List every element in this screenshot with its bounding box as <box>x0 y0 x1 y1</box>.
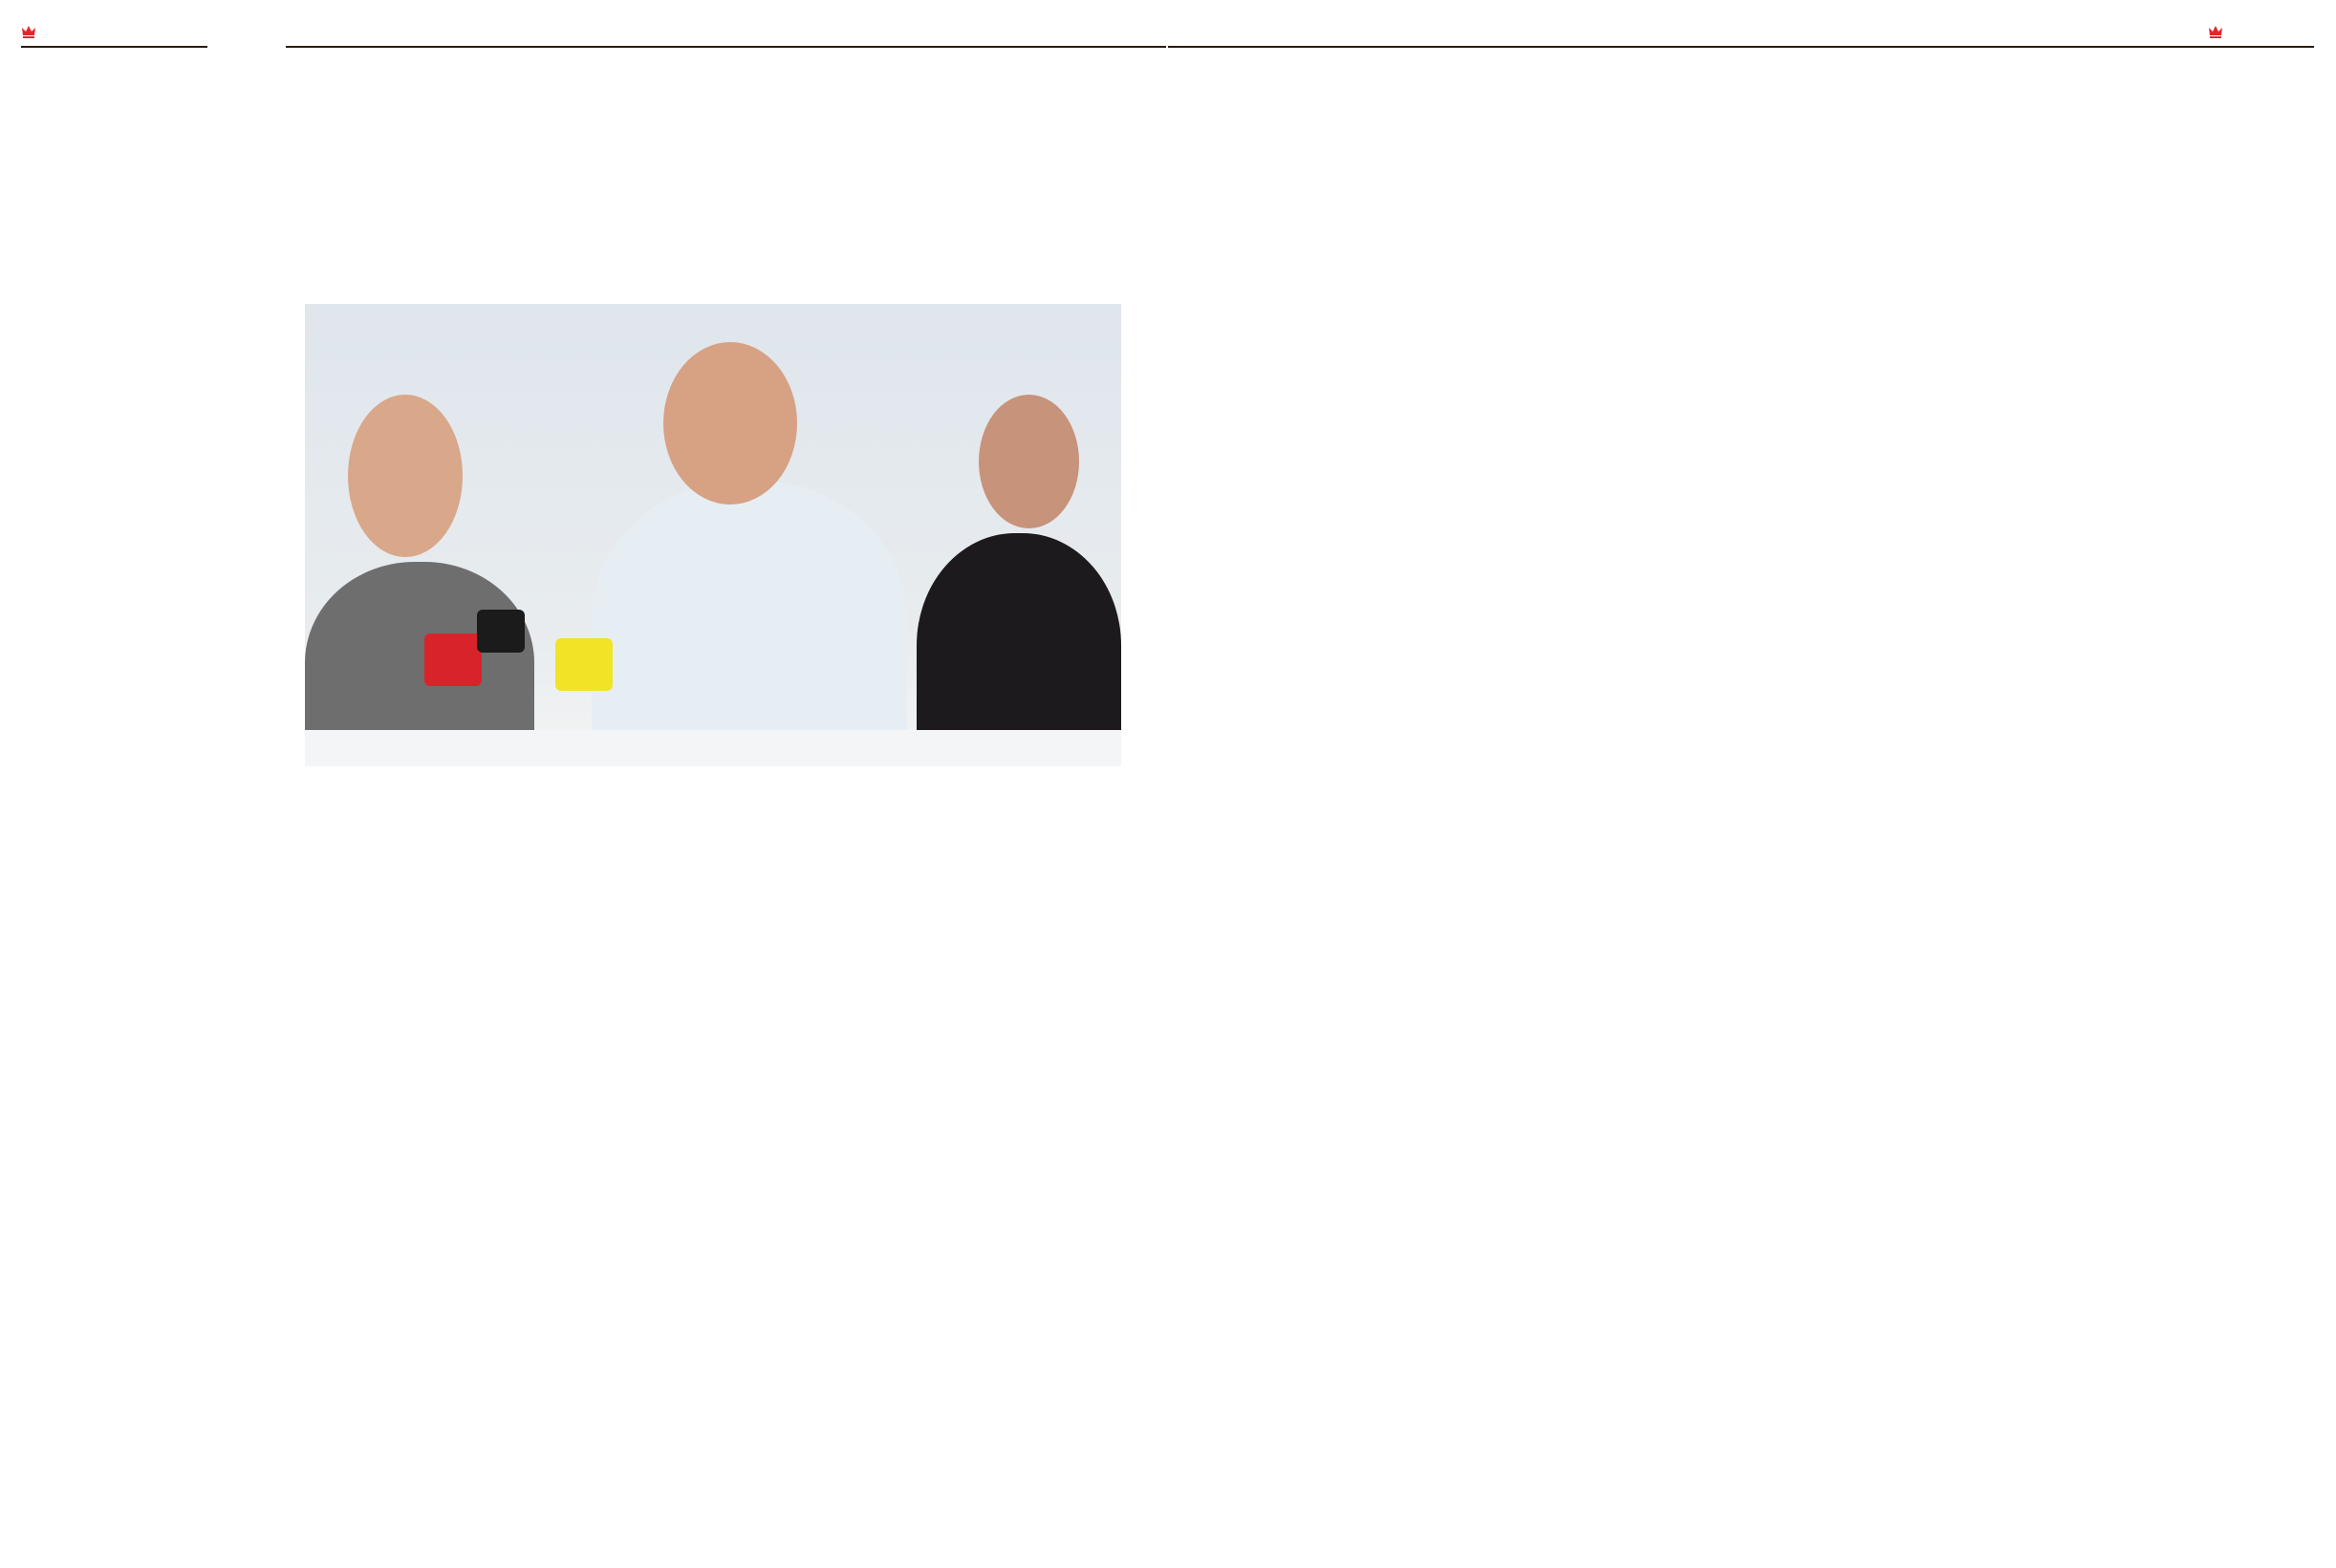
microphone <box>477 610 525 653</box>
header-rule <box>286 46 1166 48</box>
page-number-left <box>21 21 36 42</box>
dropcap <box>24 308 66 376</box>
microphone <box>424 634 482 686</box>
table <box>305 730 1121 766</box>
header-rule <box>1460 46 2314 48</box>
page-number-right <box>2208 21 2223 42</box>
crown-icon <box>21 24 36 39</box>
header-rule <box>21 46 207 48</box>
crown-icon <box>2208 24 2223 39</box>
person-head <box>663 342 797 505</box>
person-head <box>348 395 463 557</box>
microphone <box>555 638 613 691</box>
person-head <box>979 395 1079 528</box>
press-conference-photo <box>305 304 1121 766</box>
person-tschon <box>592 481 907 766</box>
article-column-1 <box>24 306 284 376</box>
